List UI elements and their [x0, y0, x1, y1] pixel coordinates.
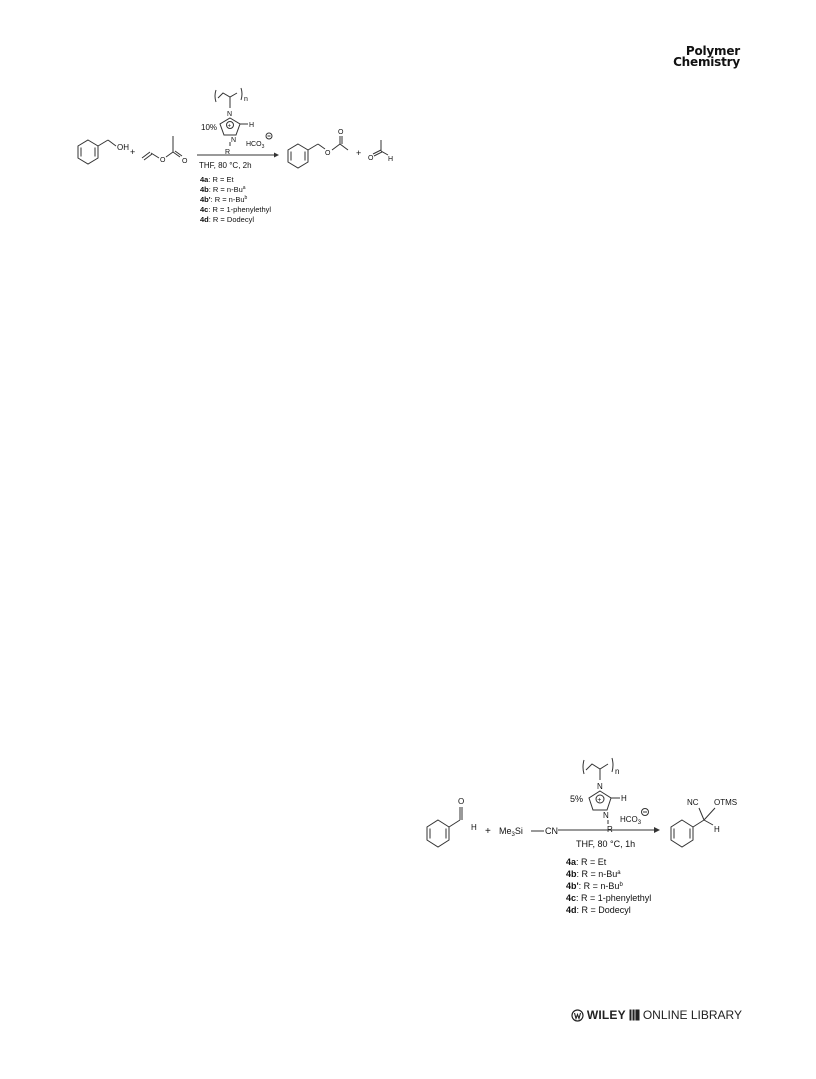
- legend-2-4d-id: 4d: [566, 905, 577, 915]
- product-ester-oxygen: O: [325, 150, 331, 157]
- arrow-head-2: [654, 827, 660, 833]
- scheme-cyanosilylation: [410, 750, 770, 940]
- acetaldehyde-oxygen: O: [368, 155, 374, 162]
- product-otms: OTMS: [714, 798, 738, 807]
- journal-logo-line2: Chemistry: [673, 55, 740, 69]
- catalyst-structure-2: [570, 758, 649, 834]
- online-library-text: ONLINE LIBRARY: [642, 1008, 742, 1022]
- product-nitrile: NC: [687, 798, 699, 807]
- catalyst-loading-5: 5%: [570, 794, 584, 804]
- library-book-icon: [629, 1009, 640, 1021]
- legend-2-4b-prime-id: 4b': [566, 881, 579, 891]
- acetaldehyde-hydrogen: H: [388, 156, 394, 163]
- bicarbonate-anion-text: HCO: [246, 141, 262, 148]
- arrow-head-1: [274, 153, 279, 158]
- wiley-emblem-icon: [571, 1009, 584, 1022]
- c2-hydrogen-2: H: [621, 794, 627, 803]
- catalyst-loading-10: 10%: [201, 123, 218, 132]
- benzaldehyde-oxygen: O: [458, 797, 465, 806]
- legend-2-4c-id: 4c: [566, 893, 577, 903]
- plus-sign-1: +: [130, 147, 136, 157]
- plus-sign-3: +: [485, 826, 491, 837]
- legend-1-4b-prime-text: : R = n-Bu: [210, 195, 245, 204]
- legend-1-4c: [200, 205, 271, 214]
- legend-1-4a: [200, 175, 234, 184]
- imidazolium-n1: N: [227, 111, 233, 118]
- legend-1-4a-text: : R = Et: [208, 175, 234, 184]
- legend-1-4b: [200, 185, 246, 194]
- imidazolium-n3: N: [231, 137, 237, 144]
- legend-1-4d: [200, 215, 254, 224]
- product-hydrogen: H: [714, 825, 720, 834]
- vinyl-acetate-structure: [142, 136, 188, 165]
- legend-2-4d: [566, 905, 631, 915]
- repeat-unit-n: n: [244, 96, 248, 103]
- bicarbonate-anion: [246, 141, 265, 150]
- tmscn-me: Me: [499, 826, 512, 836]
- tmscn-subscript: 3: [511, 832, 515, 838]
- r-substituent: R: [225, 149, 231, 156]
- cyanohydrin-product-structure: [671, 798, 737, 847]
- journal-logo: [673, 46, 740, 68]
- ester-oxygen-label: O: [160, 157, 166, 164]
- tmscn-cyano: CN: [545, 826, 558, 836]
- c2-hydrogen: H: [249, 122, 255, 129]
- legend-1-4b-prime: [200, 195, 248, 204]
- legend-2-4b-id: 4b: [566, 869, 577, 879]
- bicarbonate-anion-2: [620, 815, 642, 826]
- legend-2-4b-prime-text: : R = n-Bu: [578, 881, 620, 891]
- r-substituent-2: R: [607, 825, 613, 834]
- catalyst-legend-1: [200, 175, 271, 224]
- legend-2-4c: [566, 893, 651, 903]
- benzaldehyde-structure: [427, 797, 477, 847]
- carbonyl-oxygen-label: O: [182, 158, 188, 165]
- conditions-1h: THF, 80 °C, 1h: [576, 839, 636, 849]
- legend-1-4d-text: : R = Dodecyl: [208, 215, 254, 224]
- bicarbonate-anion-subscript: 3: [261, 144, 265, 150]
- legend-2-4d-text: : R = Dodecyl: [576, 905, 631, 915]
- legend-1-4a-id: 4a: [200, 175, 209, 184]
- legend-2-4a: [566, 857, 607, 867]
- legend-2-4b-text: : R = n-Bu: [576, 869, 618, 879]
- acetaldehyde-structure: [368, 140, 393, 163]
- legend-2-4a-id: 4a: [566, 857, 577, 867]
- legend-2-4b-prime: [566, 881, 623, 891]
- journal-logo-line1: Polymer: [685, 44, 740, 58]
- legend-1-4b-prime-sup: b: [244, 195, 248, 201]
- hydroxyl-label: OH: [117, 143, 129, 152]
- legend-1-4c-text: : R = 1-phenylethyl: [208, 205, 272, 214]
- legend-2-4b: [566, 869, 621, 879]
- legend-1-4d-id: 4d: [200, 215, 209, 224]
- wiley-brand: WILEY: [586, 1008, 626, 1022]
- catalyst-structure: [201, 88, 272, 156]
- imidazolium-n3-2: N: [603, 811, 609, 820]
- legend-2-4a-text: : R = Et: [576, 857, 607, 867]
- benzyl-acetate-structure: [288, 129, 348, 168]
- plus-sign-2: +: [356, 148, 362, 158]
- legend-1-4b-text: : R = n-Bu: [208, 185, 243, 194]
- legend-2-4c-text: : R = 1-phenylethyl: [576, 893, 652, 903]
- wiley-online-library-logo: [571, 1008, 742, 1022]
- legend-1-4b-id: 4b: [200, 185, 209, 194]
- positive-charge: +: [227, 123, 232, 130]
- benzaldehyde-hydrogen: H: [471, 823, 477, 832]
- bicarbonate-anion-2-text: HCO: [620, 815, 638, 824]
- conditions-2h: THF, 80 °C, 2h: [199, 161, 252, 170]
- imidazolium-n1-2: N: [597, 782, 603, 791]
- legend-2-4b-sup: a: [617, 870, 621, 876]
- legend-1-4c-id: 4c: [200, 205, 209, 214]
- repeat-unit-n-2: n: [615, 767, 620, 776]
- catalyst-legend-2: [566, 857, 651, 915]
- product-carbonyl-oxygen: O: [338, 129, 344, 136]
- tmscn-reagent: [499, 826, 523, 838]
- legend-1-4b-prime-id: 4b': [200, 195, 211, 204]
- bicarbonate-anion-2-subscript: 3: [637, 820, 642, 826]
- legend-1-4b-sup: a: [242, 185, 246, 191]
- tmscn-si: Si: [514, 826, 523, 836]
- scheme-transesterification: [70, 84, 420, 254]
- positive-charge-2: +: [597, 796, 602, 804]
- legend-2-4b-prime-sup: b: [619, 882, 623, 888]
- benzyl-alcohol-structure: [78, 140, 129, 164]
